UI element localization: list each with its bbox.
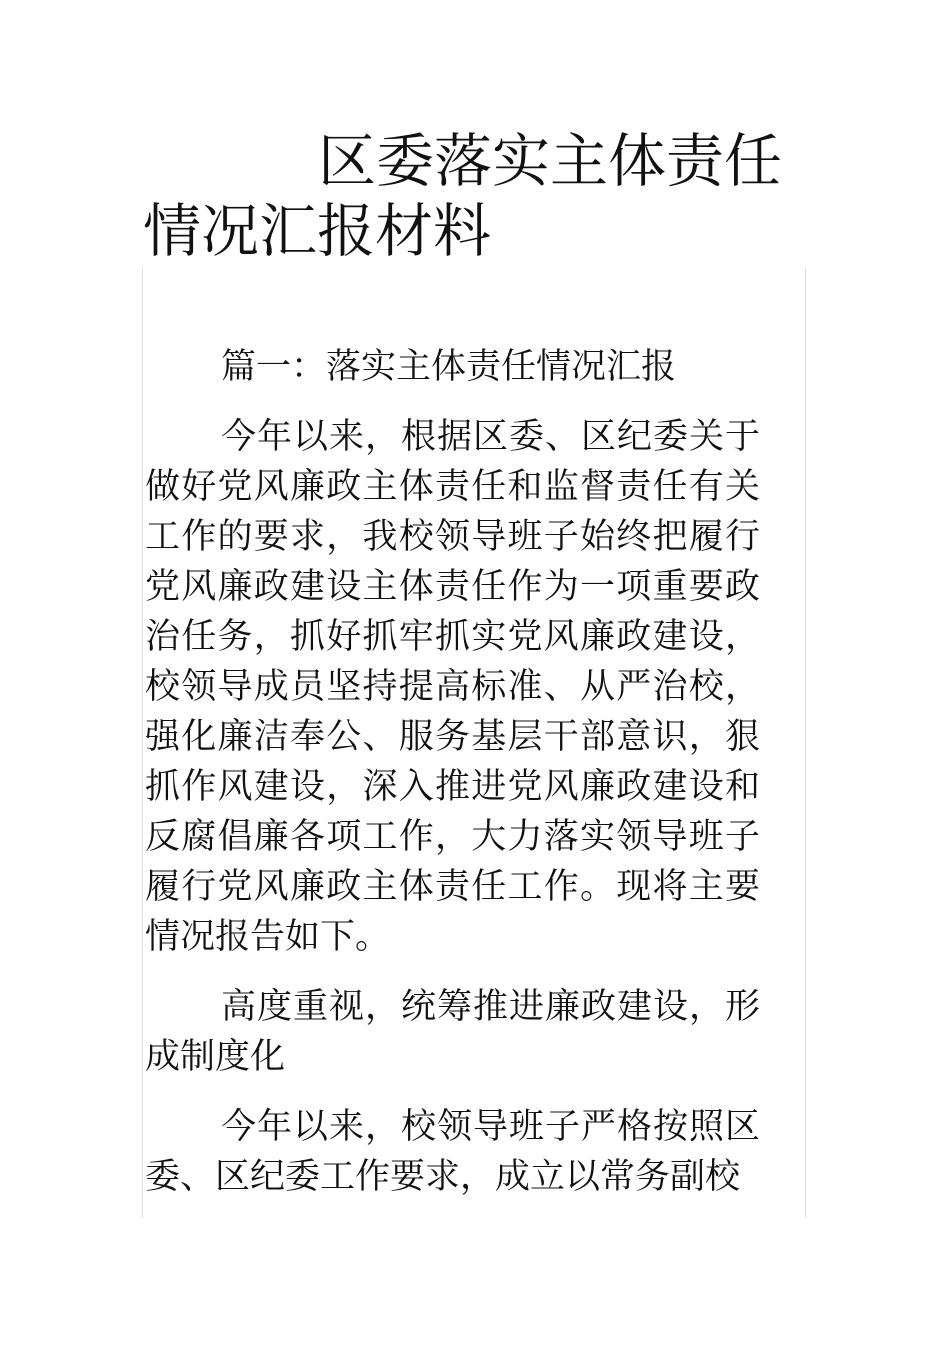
document-body bbox=[145, 342, 760, 1222]
section-heading: 篇一：落实主体责任情况汇报 bbox=[221, 347, 677, 387]
paragraph-1: 今年以来，根据区委、区纪委关于做好党风廉政主体责任和监督责任有关工作的要求，我校领导班子始终把履行党风廉政建设主体责任作为一项重要政治任务，抓好抓牢抓实党风廉政建设，校领导成员坚持提高标准、从严治校，强化廉洁奉公、服务基层干部意识，狠抓作风建设，深入推进党风廉政建设和反腐倡廉各项工作，大力落实领导班子履行党风廉政主体责任工作。现将主要情况报告如下。 bbox=[145, 417, 760, 957]
title-line-2: 情况汇报材料 bbox=[143, 197, 492, 265]
subheading-1: 高度重视，统筹推进廉政建设，形成制度化 bbox=[145, 987, 760, 1077]
paragraph-2: 今年以来，校领导班子严格按照区委、区纪委工作要求，成立以常务副校 bbox=[145, 1107, 760, 1197]
title-line-1: 区委落实主体责任 bbox=[318, 127, 783, 195]
document-title bbox=[143, 126, 783, 266]
